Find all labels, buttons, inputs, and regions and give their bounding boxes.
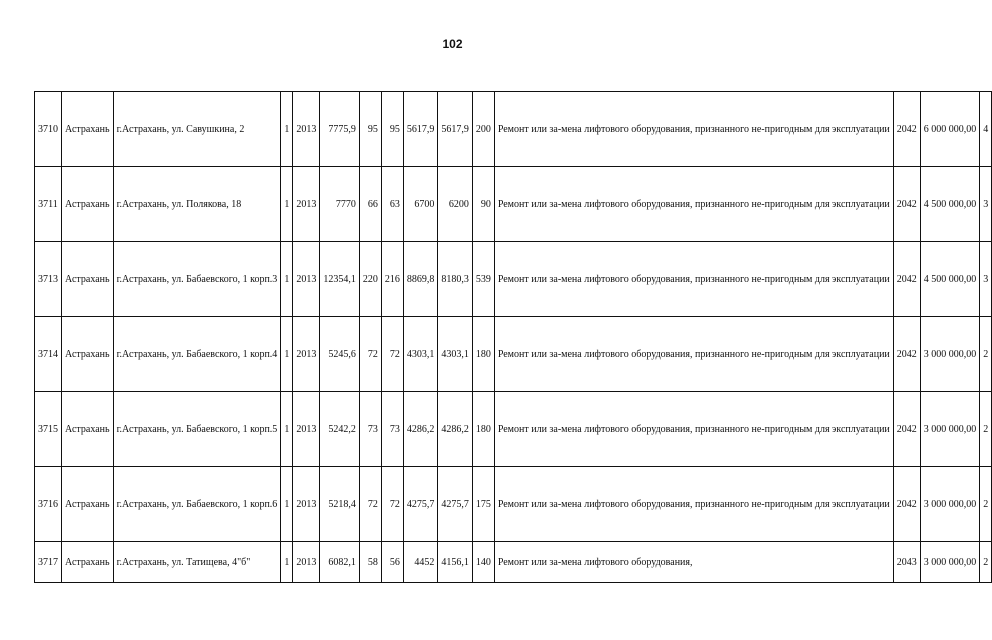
address-cell: г.Астрахань, ул. Татищева, 4"б" bbox=[113, 542, 281, 583]
value-cell-a: 220 bbox=[359, 242, 381, 317]
address-cell: г.Астрахань, ул. Полякова, 18 bbox=[113, 167, 281, 242]
value-cell-a: 73 bbox=[359, 392, 381, 467]
value-cell-b: 56 bbox=[381, 542, 403, 583]
row-id-cell: 3715 bbox=[35, 392, 62, 467]
row-id-cell: 3716 bbox=[35, 467, 62, 542]
value-cell-c: 6700 bbox=[403, 167, 438, 242]
row-id-cell: 3710 bbox=[35, 92, 62, 167]
amount-cell: 6 000 000,00 bbox=[920, 92, 980, 167]
year-cell: 2013 bbox=[293, 167, 320, 242]
lift-count-cell: 2 bbox=[980, 467, 992, 542]
value-cell-e: 180 bbox=[472, 317, 494, 392]
amount-cell: 3 000 000,00 bbox=[920, 467, 980, 542]
value-cell-b: 72 bbox=[381, 317, 403, 392]
value-cell-c: 4303,1 bbox=[403, 317, 438, 392]
plan-year-cell: 2042 bbox=[893, 317, 920, 392]
year-cell: 2013 bbox=[293, 317, 320, 392]
value-cell-a: 95 bbox=[359, 92, 381, 167]
amount-cell: 3 000 000,00 bbox=[920, 392, 980, 467]
value-cell-e: 200 bbox=[472, 92, 494, 167]
amount-cell: 4 500 000,00 bbox=[920, 167, 980, 242]
work-description-cell: Ремонт или за-мена лифтового оборудования, признанного не-пригодным для эксплуатации bbox=[494, 467, 893, 542]
table-row bbox=[35, 392, 992, 467]
value-cell-d: 4286,2 bbox=[438, 392, 473, 467]
value-cell-c: 4275,7 bbox=[403, 467, 438, 542]
plan-year-cell: 2042 bbox=[893, 392, 920, 467]
row-id-cell: 3713 bbox=[35, 242, 62, 317]
city-cell: Астрахань bbox=[62, 467, 114, 542]
lift-count-cell: 2 bbox=[980, 317, 992, 392]
value-cell-d: 5617,9 bbox=[438, 92, 473, 167]
value-cell-a: 58 bbox=[359, 542, 381, 583]
value-cell-d: 6200 bbox=[438, 167, 473, 242]
plan-year-cell: 2042 bbox=[893, 467, 920, 542]
plan-year-cell: 2042 bbox=[893, 167, 920, 242]
area-cell: 6082,1 bbox=[320, 542, 360, 583]
city-cell: Астрахань bbox=[62, 392, 114, 467]
work-description-cell: Ремонт или за-мена лифтового оборудования, признанного не-пригодным для эксплуатации bbox=[494, 392, 893, 467]
work-description-cell: Ремонт или за-мена лифтового оборудования, признанного не-пригодным для эксплуатации bbox=[494, 242, 893, 317]
city-cell: Астрахань bbox=[62, 242, 114, 317]
year-cell: 2013 bbox=[293, 242, 320, 317]
value-cell-b: 216 bbox=[381, 242, 403, 317]
lift-count-cell: 2 bbox=[980, 392, 992, 467]
value-cell-e: 140 bbox=[472, 542, 494, 583]
table-row bbox=[35, 242, 992, 317]
city-cell: Астрахань bbox=[62, 317, 114, 392]
table-row bbox=[35, 542, 992, 583]
value-cell-e: 175 bbox=[472, 467, 494, 542]
row-id-cell: 3714 bbox=[35, 317, 62, 392]
area-cell: 7770 bbox=[320, 167, 360, 242]
table-row bbox=[35, 317, 992, 392]
value-cell-a: 72 bbox=[359, 317, 381, 392]
count-one-cell: 1 bbox=[281, 92, 293, 167]
value-cell-c: 5617,9 bbox=[403, 92, 438, 167]
city-cell: Астрахань bbox=[62, 92, 114, 167]
value-cell-b: 73 bbox=[381, 392, 403, 467]
count-one-cell: 1 bbox=[281, 392, 293, 467]
count-one-cell: 1 bbox=[281, 542, 293, 583]
work-description-cell: Ремонт или за-мена лифтового оборудования, признанного не-пригодным для эксплуатации bbox=[494, 167, 893, 242]
work-description-cell: Ремонт или за-мена лифтового оборудования, bbox=[494, 542, 893, 583]
value-cell-e: 180 bbox=[472, 392, 494, 467]
year-cell: 2013 bbox=[293, 467, 320, 542]
address-cell: г.Астрахань, ул. Бабаевского, 1 корп.4 bbox=[113, 317, 281, 392]
amount-cell: 3 000 000,00 bbox=[920, 317, 980, 392]
amount-cell: 4 500 000,00 bbox=[920, 242, 980, 317]
value-cell-d: 8180,3 bbox=[438, 242, 473, 317]
count-one-cell: 1 bbox=[281, 242, 293, 317]
value-cell-d: 4156,1 bbox=[438, 542, 473, 583]
area-cell: 5245,6 bbox=[320, 317, 360, 392]
year-cell: 2013 bbox=[293, 542, 320, 583]
year-cell: 2013 bbox=[293, 92, 320, 167]
work-description-cell: Ремонт или за-мена лифтового оборудования, признанного не-пригодным для эксплуатации bbox=[494, 317, 893, 392]
value-cell-e: 90 bbox=[472, 167, 494, 242]
row-id-cell: 3711 bbox=[35, 167, 62, 242]
work-description-cell: Ремонт или за-мена лифтового оборудования, признанного не-пригодным для эксплуатации bbox=[494, 92, 893, 167]
table-row bbox=[35, 467, 992, 542]
table-row bbox=[35, 92, 992, 167]
city-cell: Астрахань bbox=[62, 542, 114, 583]
value-cell-e: 539 bbox=[472, 242, 494, 317]
lift-count-cell: 4 bbox=[980, 92, 992, 167]
area-cell: 12354,1 bbox=[320, 242, 360, 317]
amount-cell: 3 000 000,00 bbox=[920, 542, 980, 583]
city-cell: Астрахань bbox=[62, 167, 114, 242]
count-one-cell: 1 bbox=[281, 467, 293, 542]
value-cell-b: 72 bbox=[381, 467, 403, 542]
table-body bbox=[35, 92, 992, 583]
value-cell-c: 8869,8 bbox=[403, 242, 438, 317]
area-cell: 7775,9 bbox=[320, 92, 360, 167]
address-cell: г.Астрахань, ул. Бабаевского, 1 корп.6 bbox=[113, 467, 281, 542]
plan-year-cell: 2042 bbox=[893, 242, 920, 317]
lift-count-cell: 3 bbox=[980, 167, 992, 242]
address-cell: г.Астрахань, ул. Бабаевского, 1 корп.3 bbox=[113, 242, 281, 317]
value-cell-d: 4303,1 bbox=[438, 317, 473, 392]
value-cell-b: 63 bbox=[381, 167, 403, 242]
year-cell: 2013 bbox=[293, 392, 320, 467]
count-one-cell: 1 bbox=[281, 167, 293, 242]
lift-count-cell: 3 bbox=[980, 242, 992, 317]
value-cell-b: 95 bbox=[381, 92, 403, 167]
value-cell-c: 4286,2 bbox=[403, 392, 438, 467]
value-cell-d: 4275,7 bbox=[438, 467, 473, 542]
housing-repair-table bbox=[34, 91, 992, 583]
area-cell: 5218,4 bbox=[320, 467, 360, 542]
plan-year-cell: 2043 bbox=[893, 542, 920, 583]
value-cell-a: 72 bbox=[359, 467, 381, 542]
area-cell: 5242,2 bbox=[320, 392, 360, 467]
plan-year-cell: 2042 bbox=[893, 92, 920, 167]
count-one-cell: 1 bbox=[281, 317, 293, 392]
address-cell: г.Астрахань, ул. Бабаевского, 1 корп.5 bbox=[113, 392, 281, 467]
page-number: 102 bbox=[442, 37, 463, 51]
table-row bbox=[35, 167, 992, 242]
value-cell-c: 4452 bbox=[403, 542, 438, 583]
row-id-cell: 3717 bbox=[35, 542, 62, 583]
value-cell-a: 66 bbox=[359, 167, 381, 242]
lift-count-cell: 2 bbox=[980, 542, 992, 583]
address-cell: г.Астрахань, ул. Савушкина, 2 bbox=[113, 92, 281, 167]
